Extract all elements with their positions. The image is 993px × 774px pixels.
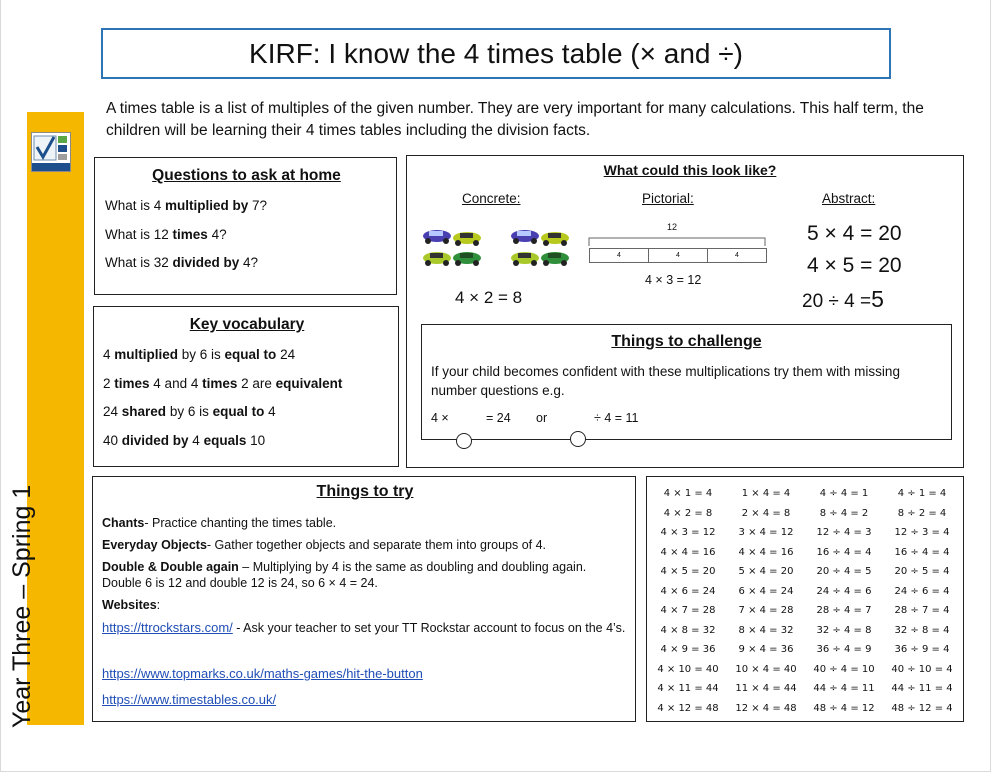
- q1-pre: What is 4: [105, 198, 166, 213]
- table-cell: 40 ÷ 4 = 10: [813, 663, 875, 675]
- q3-post: 4?: [239, 255, 259, 270]
- table-cell: 4 × 10 = 40: [657, 663, 719, 675]
- table-cell: 20 ÷ 5 = 4: [894, 566, 950, 578]
- vocab-text: 4: [188, 433, 204, 448]
- table-cell: 4 × 5 = 20: [660, 566, 716, 578]
- vocab-text: by 6 is: [166, 404, 213, 419]
- table-row: [649, 621, 961, 641]
- websites-label: Websites: [102, 598, 157, 612]
- table-row: [649, 484, 961, 504]
- vocab-line-2: [103, 376, 342, 391]
- concrete-equation: 4 × 2 = 8: [455, 288, 523, 307]
- table-cell: 9 × 4 = 36: [738, 644, 794, 656]
- vocab-term: equal to: [224, 347, 277, 362]
- timestables-line: [102, 691, 276, 709]
- challenge-or: or: [536, 411, 548, 425]
- vocab-text: 4: [103, 347, 115, 362]
- look-like-box: [406, 155, 964, 468]
- vocab-text: 2 are: [237, 376, 276, 391]
- logo-icon: [32, 133, 70, 171]
- table-cell: 4 ÷ 1 = 4: [897, 488, 947, 500]
- page-title-text: KIRF: I know the 4 times table (× and ÷): [249, 37, 743, 69]
- table-cell: 5 × 4 = 20: [738, 566, 794, 578]
- table-cell: 6 × 4 = 24: [738, 585, 794, 597]
- table-cell: 40 ÷ 10 = 4: [891, 663, 953, 675]
- table-cell: 4 ÷ 4 = 1: [819, 488, 869, 500]
- table-row: [649, 562, 961, 582]
- things-to-try-heading: Things to try: [316, 483, 414, 500]
- table-row: [649, 523, 961, 543]
- times-table-box: [646, 476, 964, 722]
- double-line: [102, 559, 617, 591]
- bar-total: 12: [667, 222, 678, 232]
- things-to-try-box: [92, 476, 636, 722]
- abstract-eq-1: 5 × 4 = 20: [807, 222, 902, 245]
- toy-cars-icon: [422, 226, 572, 276]
- abstract-eq-2: 4 × 5 = 20: [807, 254, 902, 277]
- table-cell: 32 ÷ 8 = 4: [894, 624, 950, 636]
- q2-bold: times: [172, 227, 208, 242]
- objects-label: Everyday Objects: [102, 538, 207, 552]
- double-text: – Multiplying by 4 is the same as doubling and doubling again. Double 6 is 12 and double 12 is 24, so 6 × 4 = 24.: [102, 560, 587, 590]
- table-cell: 28 ÷ 7 = 4: [894, 605, 950, 617]
- challenge-eq2-post: ÷ 4 = 11: [594, 411, 639, 425]
- topmarks-link[interactable]: https://www.topmarks.co.uk/maths-games/hit-the-button: [102, 666, 423, 681]
- table-cell: 16 ÷ 4 = 4: [894, 546, 950, 558]
- topmarks-line: [102, 665, 423, 683]
- table-cell: 4 × 2 = 8: [663, 507, 713, 519]
- table-cell: 7 × 4 = 28: [738, 605, 794, 617]
- chants-line: [102, 515, 627, 531]
- objects-line: [102, 537, 627, 553]
- chants-text: - Practice chanting the times table.: [144, 516, 337, 530]
- q3-bold: divided by: [172, 255, 240, 270]
- ttrockstars-line: [102, 620, 630, 636]
- sidebar-label: Year Three – Spring 1: [8, 484, 36, 728]
- vocab-term: shared: [121, 404, 167, 419]
- abstract-eq-3-left: 20 ÷ 4 =: [802, 291, 872, 312]
- q2-post: 4?: [207, 227, 227, 242]
- vocab-line-4: [103, 433, 265, 448]
- pictorial-equation: 4 × 3 = 12: [645, 273, 702, 287]
- bar-model: [589, 248, 767, 263]
- table-row: [649, 699, 961, 719]
- table-cell: 16 ÷ 4 = 4: [816, 546, 872, 558]
- bar-part: 4: [735, 252, 739, 259]
- vocab-term: multiplied: [114, 347, 179, 362]
- table-cell: 36 ÷ 4 = 9: [816, 644, 872, 656]
- table-cell: 24 ÷ 4 = 6: [816, 585, 872, 597]
- questions-box: [94, 157, 397, 295]
- table-cell: 10 × 4 = 40: [735, 663, 797, 675]
- table-cell: 4 × 8 = 32: [660, 624, 716, 636]
- table-cell: 48 ÷ 12 = 4: [891, 702, 953, 714]
- vocab-text: 2: [103, 376, 115, 391]
- vocabulary-box: [93, 306, 399, 467]
- vocab-line-3: [103, 404, 276, 419]
- table-row: [649, 543, 961, 563]
- pictorial-label: Pictorial:: [642, 191, 694, 206]
- table-cell: 44 ÷ 11 = 4: [891, 683, 953, 695]
- times-table-grid: [649, 484, 961, 718]
- table-cell: 4 × 7 = 28: [660, 605, 716, 617]
- vocab-term: equivalent: [275, 376, 343, 391]
- vocab-line-1: [103, 347, 295, 362]
- table-row: [649, 640, 961, 660]
- q2-pre: What is 12: [105, 227, 173, 242]
- vocab-text: 40: [103, 433, 122, 448]
- challenge-eq1-post: = 24: [486, 411, 511, 425]
- vocab-text: 4 and 4: [149, 376, 203, 391]
- vocab-term: times: [202, 376, 238, 391]
- websites-line: [102, 598, 160, 612]
- vocab-text: 4: [264, 404, 276, 419]
- challenge-eq1-pre: 4 ×: [431, 411, 449, 425]
- table-cell: 4 × 9 = 36: [660, 644, 716, 656]
- questions-heading: Questions to ask at home: [152, 167, 341, 184]
- table-cell: 12 × 4 = 48: [735, 702, 797, 714]
- table-cell: 28 ÷ 4 = 7: [816, 605, 872, 617]
- vocabulary-heading: Key vocabulary: [189, 316, 305, 333]
- table-row: [649, 679, 961, 699]
- table-row: [649, 601, 961, 621]
- concrete-label: Concrete:: [462, 191, 521, 206]
- question-2: [105, 227, 227, 242]
- table-cell: 12 ÷ 4 = 3: [816, 527, 872, 539]
- table-cell: 8 ÷ 2 = 4: [897, 507, 947, 519]
- table-cell: 4 × 4 = 16: [660, 546, 716, 558]
- table-row: [649, 504, 961, 524]
- table-cell: 1 × 4 = 4: [741, 488, 791, 500]
- vocab-term: times: [114, 376, 150, 391]
- objects-text: - Gather together objects and separate them into groups of 4.: [206, 538, 547, 552]
- challenge-box: [421, 324, 952, 440]
- timestables-link[interactable]: https://www.timestables.co.uk/: [102, 692, 277, 707]
- abstract-eq-3: [802, 286, 884, 313]
- look-like-heading: What could this look like?: [603, 162, 777, 178]
- table-cell: 32 ÷ 4 = 8: [816, 624, 872, 636]
- vocab-term: equal to: [212, 404, 265, 419]
- table-cell: 48 ÷ 4 = 12: [813, 702, 875, 714]
- table-cell: 20 ÷ 4 = 5: [816, 566, 872, 578]
- challenge-heading: Things to challenge: [611, 333, 762, 350]
- bar-part: 4: [649, 249, 708, 262]
- vocab-text: 24: [276, 347, 296, 362]
- table-cell: 36 ÷ 9 = 4: [894, 644, 950, 656]
- table-cell: 24 ÷ 6 = 4: [894, 585, 950, 597]
- q1-bold: multiplied by: [165, 198, 249, 213]
- vocab-text: by 6 is: [178, 347, 225, 362]
- stoke-on-trent-logo: [31, 132, 71, 172]
- table-row: [649, 582, 961, 602]
- ttrockstars-link[interactable]: https://ttrockstars.com/: [102, 620, 233, 635]
- table-cell: 4 × 6 = 24: [660, 585, 716, 597]
- vocab-text: 10: [246, 433, 266, 448]
- table-cell: 12 ÷ 3 = 4: [894, 527, 950, 539]
- intro-text: A times table is a list of multiples of the given number. They are very important for many calculations. This half term, the children will be learning their 4 times tables including the division facts.: [106, 100, 924, 139]
- table-row: [649, 660, 961, 680]
- question-3: [105, 255, 258, 270]
- page-title: [101, 28, 891, 79]
- q1-post: 7?: [248, 198, 268, 213]
- bar-part: 4: [590, 249, 649, 262]
- table-cell: 8 ÷ 4 = 2: [819, 507, 869, 519]
- table-cell: 11 × 4 = 44: [735, 683, 797, 695]
- vocab-term: equals: [203, 433, 247, 448]
- abstract-label: Abstract:: [822, 191, 876, 206]
- vocab-text: 24: [103, 404, 122, 419]
- table-cell: 4 × 1 = 4: [663, 488, 713, 500]
- missing-number-circle-1: [456, 433, 472, 449]
- table-cell: 4 × 12 = 48: [657, 702, 719, 714]
- chants-label: Chants: [102, 516, 145, 530]
- double-label: Double & Double again: [102, 560, 239, 574]
- vocab-term: divided by: [121, 433, 189, 448]
- table-cell: 44 ÷ 4 = 11: [813, 683, 875, 695]
- missing-number-circle-2: [570, 431, 586, 447]
- q3-pre: What is 32: [105, 255, 173, 270]
- abstract-eq-3-answer: 5: [871, 286, 884, 312]
- websites-colon: :: [156, 598, 161, 612]
- ttrockstars-text: - Ask your teacher to set your TT Rockstar account to focus on the 4’s.: [232, 621, 626, 635]
- table-cell: 4 × 4 = 16: [738, 546, 794, 558]
- table-cell: 4 × 11 = 44: [657, 683, 719, 695]
- table-cell: 4 × 3 = 12: [660, 527, 716, 539]
- challenge-text: If your child becomes confident with these multiplications try them with missing number questions e.g.: [431, 364, 900, 398]
- question-1: [105, 198, 267, 213]
- bar-brace-icon: [587, 234, 767, 248]
- table-cell: 8 × 4 = 32: [738, 624, 794, 636]
- table-cell: 3 × 4 = 12: [738, 527, 794, 539]
- table-cell: 2 × 4 = 8: [741, 507, 791, 519]
